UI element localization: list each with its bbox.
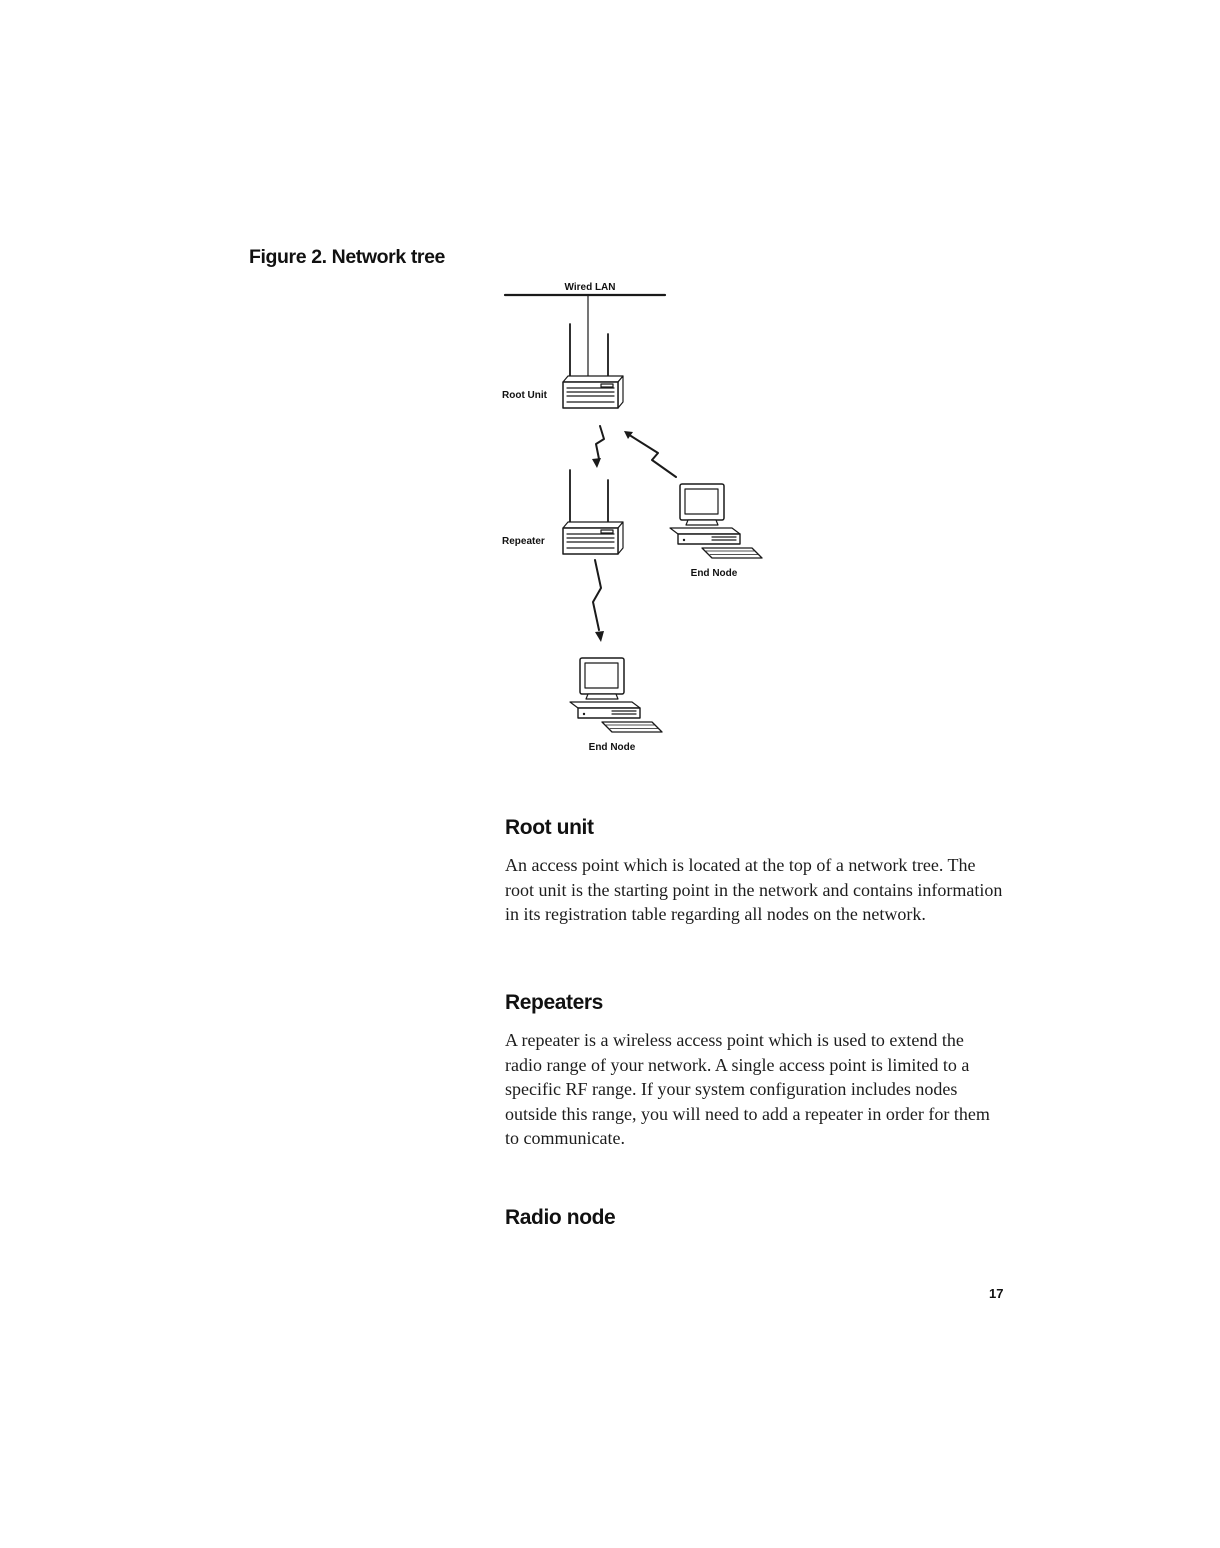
lightning-bolt-endnode-to-root	[624, 431, 676, 477]
section-heading-radio-node: Radio node	[505, 1206, 616, 1229]
root-unit-device	[563, 324, 623, 408]
lightning-bolt-repeater-to-endnode	[593, 560, 604, 642]
section-repeaters	[505, 991, 1015, 1151]
section-radio-node	[505, 1206, 1015, 1243]
end-node-bottom-label: End Node	[588, 742, 636, 753]
end-node-right-computer	[670, 484, 762, 558]
wired-lan-label: Wired LAN	[564, 282, 616, 293]
section-root-unit	[505, 816, 1015, 927]
end-node-right-label: End Node	[690, 568, 738, 579]
network-tree-diagram	[500, 276, 770, 776]
section-body-root-unit: An access point which is located at the top of a network tree. The root unit is the starting point in the network and contains information in its registration table regarding all nodes on the network.	[505, 855, 1003, 924]
lightning-bolt-root-to-repeater	[592, 426, 604, 468]
root-unit-label: Root Unit	[502, 390, 547, 401]
figure-caption: Figure 2. Network tree	[249, 246, 446, 268]
repeater-label: Repeater	[502, 536, 545, 547]
end-node-bottom-computer	[570, 658, 662, 732]
section-body-repeaters: A repeater is a wireless access point which is used to extend the radio range of your network. A single access point is limited to a specific RF range. If your system configuration includes nodes outside this range, you will need to add a repeater in order for them to communicate.	[505, 1030, 990, 1148]
section-heading-root-unit: Root unit	[505, 816, 594, 839]
repeater-device	[563, 470, 623, 554]
section-heading-repeaters: Repeaters	[505, 991, 603, 1014]
page-number: 17	[989, 1286, 1004, 1301]
